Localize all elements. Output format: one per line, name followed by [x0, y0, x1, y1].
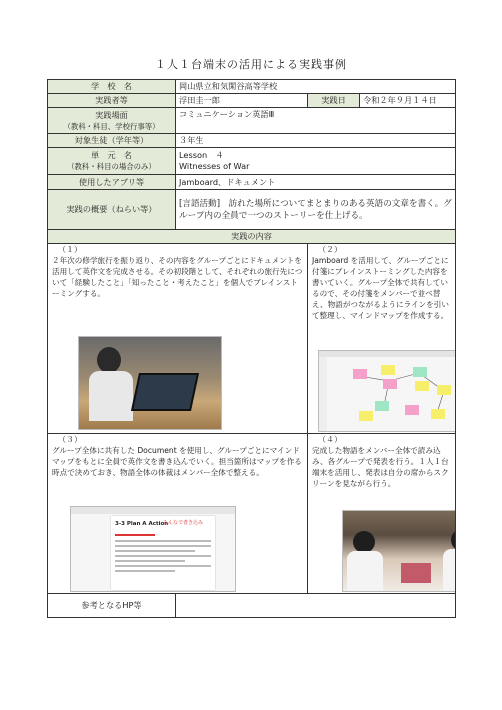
doc-text-line [115, 560, 185, 562]
student-shirt-shape [347, 551, 383, 591]
reference-label: 参考となるHP等 [48, 594, 176, 618]
classroom-tablet-photo [78, 336, 222, 430]
presentation-photo [342, 510, 456, 592]
student-shirt-shape [89, 371, 133, 421]
unit-label-cell [48, 148, 176, 175]
doc-text-line [115, 565, 211, 567]
unit-value-2: Witnesses of War [179, 161, 250, 171]
cell-number: （４） [318, 435, 342, 444]
target-value: ３年生 [176, 134, 456, 148]
apps-label: 使用したアプリ等 [48, 175, 176, 190]
scene-value: コミュニケーション英語Ⅲ [176, 108, 456, 134]
scene-sublabel: （教科・科目、学校行事等） [63, 121, 160, 131]
student-head-shape [353, 531, 375, 553]
doc-text-line [115, 540, 211, 542]
cell-description: 完成した物語をメンバー全体で読み込み、各グループで発表を行う。１人１台端末を活用し、発表は自分の席からスクリーンを見ながら行う。 [312, 446, 449, 488]
doc-text-line [115, 555, 211, 557]
content-cell-3 [48, 434, 308, 594]
content-header: 実践の内容 [48, 230, 456, 244]
unit-sublabel: （教科・科目の場合のみ） [67, 162, 156, 171]
student-head-shape [97, 347, 121, 373]
practice-table [47, 79, 456, 618]
tablet-shape [131, 373, 199, 411]
cell-number: （２） [318, 245, 342, 254]
date-value: 令和２年９月１４日 [360, 94, 456, 108]
document-screenshot [70, 506, 236, 592]
student-shirt-shape [443, 549, 456, 591]
unit-value-1: Lesson ４ [179, 150, 224, 160]
jamboard-screenshot [318, 350, 456, 432]
unit-value-cell [176, 148, 456, 175]
overview-value: [言語活動] 訪れた場所についてまとまりのある英語の文章を書く。グループ内の全員で一つのストーリーを仕上げる。 [176, 190, 456, 230]
cell-description: Jamboard を活用して、グループごとに付箋にブレインストーミングした内容を書いていく。グループ全体で共有しているので、その付箋をメンバーで並べ替え、物語がつながるようにラインを引いて整理し、マインドマップを作成する。 [312, 256, 449, 320]
doc-red-line [115, 534, 155, 536]
doc-text-line [115, 545, 211, 547]
doc-heading: 3-3 Plan A Action [115, 521, 169, 527]
content-cell-1 [48, 244, 308, 434]
cell-description: グループ全体に共有した Document を使用し、グループごとにマインドマップをもとに全員で英作文を書き込んでいく。担当箇所はマップを作る時点で決めておき、物語全体の体裁はメンバー全体で整える。 [52, 446, 302, 477]
student-head-shape [451, 529, 456, 551]
doc-page [111, 516, 215, 590]
teacher-label: 実践者等 [48, 94, 176, 108]
page-title: １人１台端末の活用による実践事例 [155, 58, 347, 71]
target-label: 対象生徒（学年等） [48, 134, 176, 148]
school-value: 岡山県立和気閑谷高等学校 [176, 80, 456, 94]
overview-label: 実践の概要（ねらい等） [48, 190, 176, 230]
cell-number: （１） [58, 245, 82, 254]
content-cell-2 [308, 244, 456, 434]
tablet-shape [401, 563, 431, 583]
date-label: 実践日 [308, 94, 360, 108]
doc-text-line [115, 550, 195, 552]
apps-value: Jamboard、ドキュメント [176, 175, 456, 190]
cell-description: ２年次の修学旅行を振り返り、その内容をグループごとにドキュメントを活用して英作文を完成させる。その初段階として、それぞれの旅行先について「経験したこと」「知ったこと・考えたこと」を個人でブレインストーミングする。 [52, 256, 303, 298]
doc-red-note: みんなで書き込み [163, 520, 204, 526]
doc-toolbar [71, 507, 235, 514]
scene-label-cell [48, 108, 176, 134]
cell-number: （３） [58, 435, 82, 444]
reference-value [176, 594, 456, 618]
unit-label: 単 元 名 [91, 150, 132, 160]
doc-text-line [115, 570, 175, 572]
school-label: 学 校 名 [48, 80, 176, 94]
content-cell-4 [308, 434, 456, 594]
scene-label: 実践場面 [95, 109, 128, 120]
teacher-value: 浮田圭一郎 [176, 94, 308, 108]
jamboard-mindmap [319, 351, 456, 431]
